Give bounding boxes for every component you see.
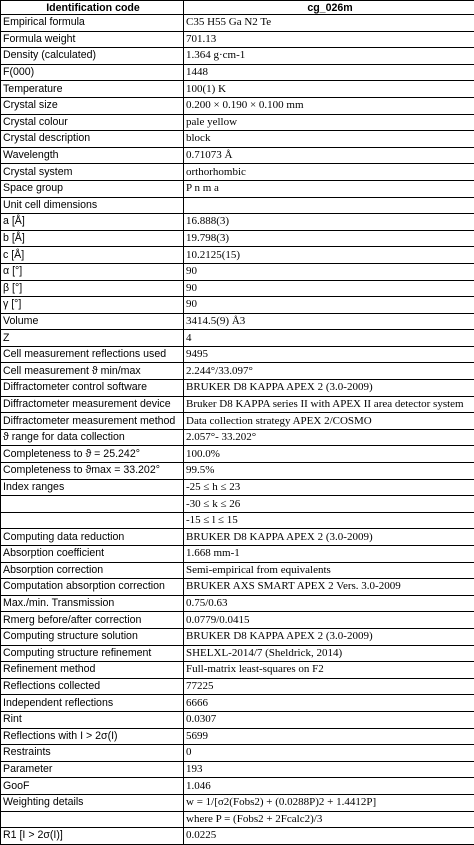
table-row (1, 662, 474, 679)
table-row (1, 512, 474, 529)
row-value: 0.0307 (184, 711, 474, 728)
table-row (1, 230, 474, 247)
row-label: β [°] (1, 280, 184, 297)
row-label: Space group (1, 180, 184, 197)
row-label: R1 [I > 2σ(I)] (1, 828, 184, 845)
row-label: Crystal system (1, 164, 184, 181)
row-label: Reflections collected (1, 678, 184, 695)
header-row (1, 1, 474, 15)
header-identification-code: Identification code (1, 1, 184, 15)
row-label: Parameter (1, 761, 184, 778)
row-label (1, 811, 184, 828)
header-code-value: cg_026m (184, 1, 474, 15)
row-value: 0.75/0.63 (184, 595, 474, 612)
row-value: w = 1/[σ2(Fobs2) + (0.0288P)2 + 1.4412P] (184, 794, 474, 811)
row-label: Restraints (1, 745, 184, 762)
row-label: Computation absorption correction (1, 579, 184, 596)
row-value: 4 (184, 330, 474, 347)
row-label: a [Å] (1, 214, 184, 231)
table-row (1, 114, 474, 131)
row-value: P n m a (184, 180, 474, 197)
table-row (1, 479, 474, 496)
row-value: 2.244°/33.097° (184, 363, 474, 380)
row-value: Semi-empirical from equivalents (184, 562, 474, 579)
row-label (1, 496, 184, 513)
table-row (1, 396, 474, 413)
row-label: Empirical formula (1, 15, 184, 32)
row-label: Max./min. Transmission (1, 595, 184, 612)
row-label: GooF (1, 778, 184, 795)
table-row (1, 496, 474, 513)
row-value: BRUKER AXS SMART APEX 2 Vers. 3.0-2009 (184, 579, 474, 596)
row-value: Full-matrix least-squares on F2 (184, 662, 474, 679)
table-body (1, 15, 474, 845)
table-row (1, 164, 474, 181)
row-label: Diffractometer measurement device (1, 396, 184, 413)
row-label: Refinement method (1, 662, 184, 679)
table-row (1, 579, 474, 596)
row-value: -15 ≤ l ≤ 15 (184, 512, 474, 529)
row-value: 90 (184, 280, 474, 297)
row-value: where P = (Fobs2 + 2Fcalc2)/3 (184, 811, 474, 828)
row-value: BRUKER D8 KAPPA APEX 2 (3.0-2009) (184, 529, 474, 546)
row-label: Unit cell dimensions (1, 197, 184, 214)
row-value: 701.13 (184, 31, 474, 48)
row-label: Crystal colour (1, 114, 184, 131)
table-row (1, 280, 474, 297)
row-value: -30 ≤ k ≤ 26 (184, 496, 474, 513)
table-row (1, 147, 474, 164)
row-label: Cell measurement reflections used (1, 346, 184, 363)
row-label: c [Å] (1, 247, 184, 264)
row-label: F(000) (1, 64, 184, 81)
row-label: Computing data reduction (1, 529, 184, 546)
row-value: 0 (184, 745, 474, 762)
row-value: Bruker D8 KAPPA series II with APEX II area detector system (184, 396, 474, 413)
row-label: Completeness to ϑ = 25.242° (1, 446, 184, 463)
row-value: C35 H55 Ga N2 Te (184, 15, 474, 32)
table-row (1, 15, 474, 32)
row-value: 3414.5(9) Å3 (184, 313, 474, 330)
row-value: 10.2125(15) (184, 247, 474, 264)
table-row (1, 811, 474, 828)
row-label: Independent reflections (1, 695, 184, 712)
table-row (1, 346, 474, 363)
row-label: Crystal description (1, 131, 184, 148)
row-label: Reflections with I > 2σ(I) (1, 728, 184, 745)
row-value (184, 197, 474, 214)
row-value: block (184, 131, 474, 148)
row-label: Cell measurement ϑ min/max (1, 363, 184, 380)
row-label: ϑ range for data collection (1, 429, 184, 446)
table-row (1, 48, 474, 65)
row-value: orthorhombic (184, 164, 474, 181)
table-row (1, 97, 474, 114)
row-label: Rmerg before/after correction (1, 612, 184, 629)
row-value: 0.0225 (184, 828, 474, 845)
table-row (1, 214, 474, 231)
table-row (1, 81, 474, 98)
row-value: 90 (184, 297, 474, 314)
row-label: Diffractometer control software (1, 380, 184, 397)
row-label: Z (1, 330, 184, 347)
row-value: -25 ≤ h ≤ 23 (184, 479, 474, 496)
table-row (1, 313, 474, 330)
table-row (1, 645, 474, 662)
row-value: 5699 (184, 728, 474, 745)
row-value: 1448 (184, 64, 474, 81)
row-value: 0.0779/0.0415 (184, 612, 474, 629)
table-row (1, 711, 474, 728)
table-row (1, 180, 474, 197)
table-row (1, 695, 474, 712)
table-row (1, 446, 474, 463)
row-label: γ [°] (1, 297, 184, 314)
table-row (1, 247, 474, 264)
table-row (1, 330, 474, 347)
table-row (1, 728, 474, 745)
row-label (1, 512, 184, 529)
table-row (1, 678, 474, 695)
row-label: Diffractometer measurement method (1, 413, 184, 430)
row-value: 16.888(3) (184, 214, 474, 231)
row-value: 6666 (184, 695, 474, 712)
table-row (1, 529, 474, 546)
row-label: Density (calculated) (1, 48, 184, 65)
row-value: 90 (184, 263, 474, 280)
row-value: BRUKER D8 KAPPA APEX 2 (3.0-2009) (184, 628, 474, 645)
table-row (1, 413, 474, 430)
row-label: Wavelength (1, 147, 184, 164)
row-label: Formula weight (1, 31, 184, 48)
table-row (1, 380, 474, 397)
row-value: 1.046 (184, 778, 474, 795)
table-row (1, 595, 474, 612)
row-value: 100(1) K (184, 81, 474, 98)
row-value: 193 (184, 761, 474, 778)
table-row (1, 263, 474, 280)
row-value: 1.668 mm-1 (184, 546, 474, 563)
table-row (1, 546, 474, 563)
table-row (1, 794, 474, 811)
row-label: Temperature (1, 81, 184, 98)
row-label: b [Å] (1, 230, 184, 247)
row-label: Volume (1, 313, 184, 330)
table-row (1, 562, 474, 579)
table-row (1, 31, 474, 48)
table-row (1, 197, 474, 214)
table-row (1, 64, 474, 81)
table-row (1, 745, 474, 762)
row-value: 77225 (184, 678, 474, 695)
row-label: Crystal size (1, 97, 184, 114)
table-row (1, 297, 474, 314)
row-value: BRUKER D8 KAPPA APEX 2 (3.0-2009) (184, 380, 474, 397)
table-row (1, 429, 474, 446)
table-row (1, 628, 474, 645)
row-value: 0.200 × 0.190 × 0.100 mm (184, 97, 474, 114)
row-label: Absorption correction (1, 562, 184, 579)
row-label: Absorption coefficient (1, 546, 184, 563)
row-label: Computing structure solution (1, 628, 184, 645)
row-label: α [°] (1, 263, 184, 280)
row-value: 0.71073 Å (184, 147, 474, 164)
row-value: 19.798(3) (184, 230, 474, 247)
row-value: pale yellow (184, 114, 474, 131)
row-label: Computing structure refinement (1, 645, 184, 662)
row-value: 100.0% (184, 446, 474, 463)
table-row (1, 363, 474, 380)
row-value: 99.5% (184, 463, 474, 480)
table-row (1, 828, 474, 845)
row-label: Rint (1, 711, 184, 728)
table-row (1, 463, 474, 480)
row-label: Completeness to ϑmax = 33.202° (1, 463, 184, 480)
table-row (1, 612, 474, 629)
table-row (1, 778, 474, 795)
row-value: 9495 (184, 346, 474, 363)
row-value: 2.057°- 33.202° (184, 429, 474, 446)
row-value: SHELXL-2014/7 (Sheldrick, 2014) (184, 645, 474, 662)
row-value: 1.364 g·cm-1 (184, 48, 474, 65)
row-label: Weighting details (1, 794, 184, 811)
row-value: Data collection strategy APEX 2/COSMO (184, 413, 474, 430)
table-row (1, 761, 474, 778)
table-row (1, 131, 474, 148)
row-label: Index ranges (1, 479, 184, 496)
